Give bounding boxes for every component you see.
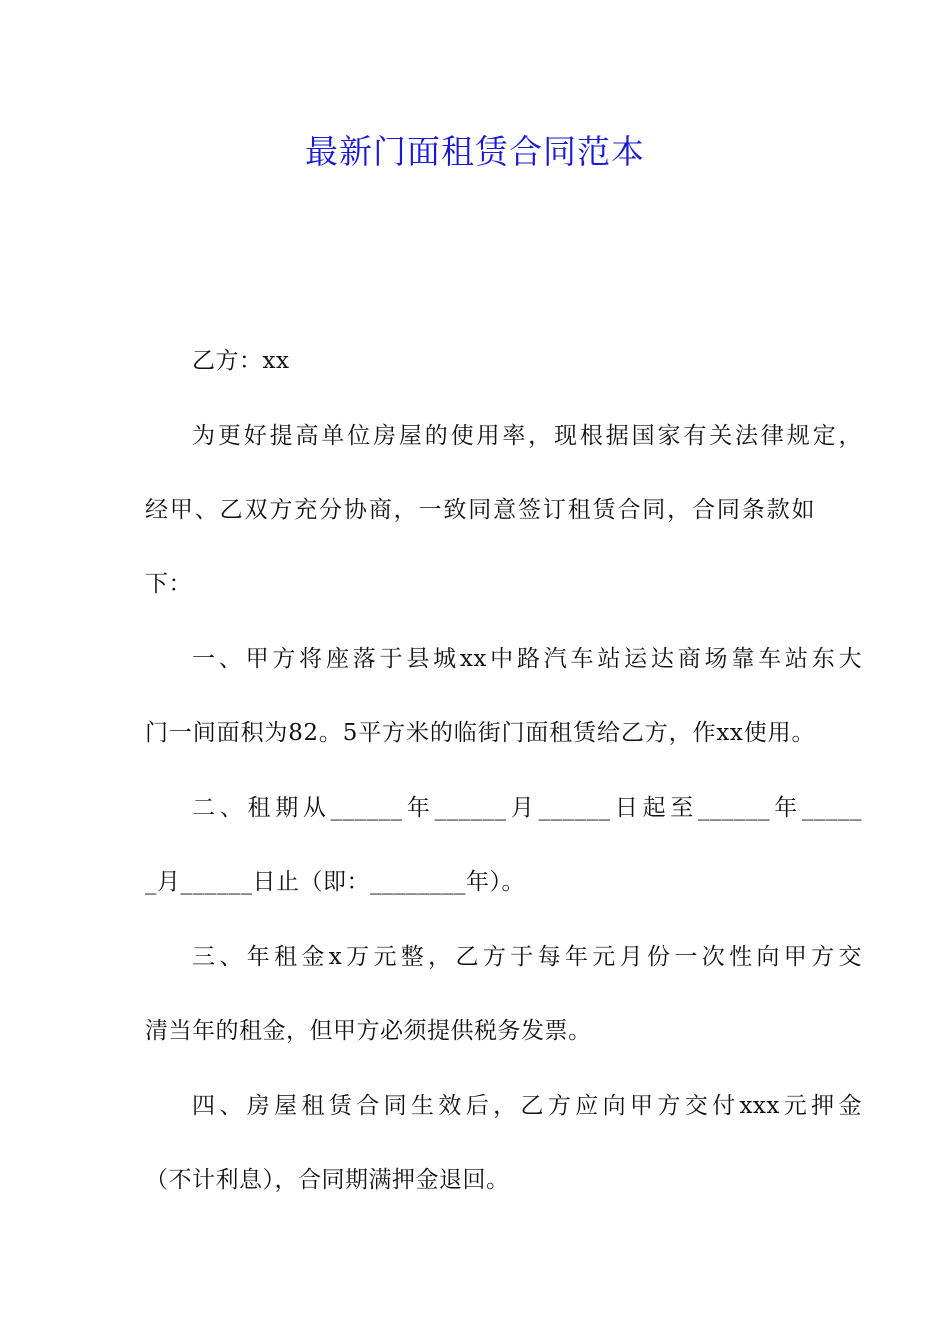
clause-one-line: 一、甲方将座落于县城xx中路汽车站运达商场靠车站东大 bbox=[192, 646, 862, 672]
paragraph-line: 下： bbox=[145, 571, 192, 597]
paragraph-line: 经甲、乙双方充分协商，一致同意签订租赁合同，合同条款如 bbox=[145, 497, 815, 523]
clause-four-line: （不计利息），合同期满押金退回。 bbox=[145, 1167, 510, 1193]
clause-three-line: 清当年的租金，但甲方必须提供税务发票。 bbox=[145, 1018, 592, 1044]
clause-four-line: 四、房屋租赁合同生效后，乙方应向甲方交付xxx元押金 bbox=[192, 1093, 862, 1119]
clause-two-line: _月______日止（即：________年）。 bbox=[145, 869, 525, 895]
clause-two-line: 二、租期从______年______月______日起至______年_____ bbox=[192, 795, 862, 821]
paragraph-line: 为更好提高单位房屋的使用率，现根据国家有关法律规定， bbox=[192, 423, 862, 449]
clause-one-line: 门一间面积为82。5平方米的临街门面租赁给乙方，作xx使用。 bbox=[145, 720, 815, 746]
party-b-line: 乙方：xx bbox=[192, 348, 290, 374]
clause-three-line: 三、年租金x万元整，乙方于每年元月份一次性向甲方交 bbox=[192, 944, 862, 970]
document-title: 最新门面租赁合同范本 bbox=[305, 132, 645, 171]
